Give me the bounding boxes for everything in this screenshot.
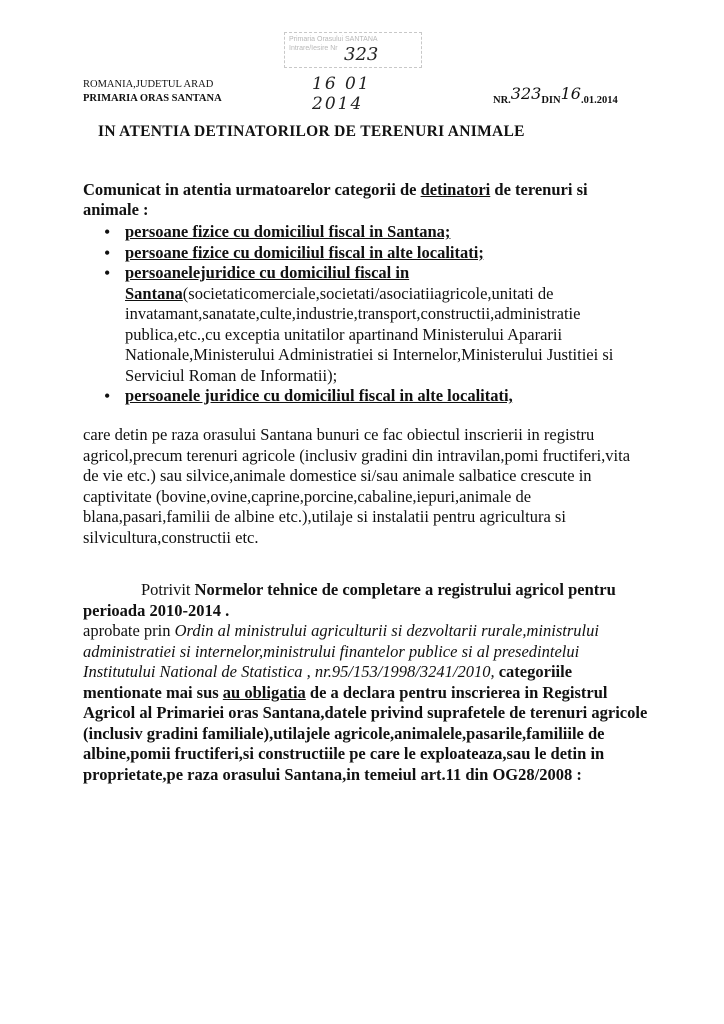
stamp-number: 323: [344, 44, 379, 65]
bullet-rest: (societaticomerciale,societati/asociatiiagricole,unitati de invatamant,sanatate,culte,industrie,transport,constructii,administratie publica,etc.,cu exceptia unitatilor apartinand Ministerului Apararii Nationale,Ministerului Administratiei si Internelor,Ministerului Justitiei si Serviciul Roman de Informatii);: [125, 283, 614, 385]
stamp-date: 16 01 2014: [312, 74, 371, 114]
reference-number: [493, 84, 618, 107]
intro-after: de terenuri si animale :: [83, 180, 588, 219]
obligation-text: au obligatia: [222, 682, 306, 702]
legal-basis-paragraph: [83, 580, 648, 785]
obligation-details: de a declara pentru inscrierea in Registrul Agricol al Primariei oras Santana,datele privind suprafetele de terenuri agricole (inclusiv gradini familiale),utilajele agricole,animalele,pasarile,familiile de albine,pomii fructiferi,si constructiile pe care le exploateaza,sau le detin in proprietate,pe raza orasului Santana,in temeiul art.11 din OG28/2008 :: [83, 682, 648, 784]
reference-day-handwritten: 16: [560, 84, 581, 103]
reference-number-handwritten: 323: [510, 84, 542, 103]
list-item: [104, 243, 649, 264]
body-paragraph: care detin pe raza orasului Santana bunuri ce fac obiectul inscrierii in registru agricol,precum terenuri agricole (inclusiv gradini din intravilan,pomi fructiferi,vita de vie etc.) sau silvice,animale domestice si/sau animale salbatice crescute in captivitate (bovine,ovine,caprine,porcine,cabaline,iepuri,animale de blana,pasari,familii de albine etc.),utilaje si instalatii pentru agricultura si silvicultura,constructii etc.: [83, 425, 631, 547]
bullet-bold: persoane fizice cu domiciliul fiscal in alte localitati;: [125, 242, 484, 262]
categories-list: [104, 222, 649, 407]
header-institution-block: [83, 78, 222, 106]
list-item: [104, 386, 649, 407]
bullet-bold: persoane fizice cu domiciliul fiscal in Santana;: [125, 222, 451, 241]
bullet-bold: persoanele juridice cu domiciliul fiscal in alte localitati,: [125, 386, 513, 405]
country-county: ROMANIA,JUDETUL ARAD: [83, 79, 214, 90]
institution-name: PRIMARIA ORAS SANTANA: [83, 93, 222, 104]
reference-prefix: NR.: [493, 95, 511, 106]
list-item: [104, 222, 649, 243]
intro-before: Comunicat in atentia urmatoarelor categorii de: [83, 180, 421, 199]
para2-approved: aprobate prin: [83, 621, 175, 640]
intro-paragraph: [83, 180, 643, 220]
reference-din-label: DIN: [541, 95, 561, 106]
list-item: [104, 263, 649, 386]
stamp-printed-text: Primaria Orasului SANTANA Intrare/Iesire Nr: [284, 32, 422, 68]
intro-underlined: detinatori: [420, 180, 491, 199]
order-reference: Ordin al ministrului agriculturii si dezvoltarii rurale,ministrului administratiei si internelor,ministrului finantelor publice si al presedintelui Institutului National de Statistica , nr.95/153/1998/3241/2010,: [83, 621, 599, 681]
norms-title: Normelor tehnice de completare a registrului agricol pentru perioada 2010-2014 .: [83, 580, 616, 620]
para2-lead: Potrivit: [141, 580, 195, 599]
reference-suffix: .01.2014: [580, 95, 618, 106]
bullet-bold: persoanelejuridice cu domiciliul fiscal in Santana: [125, 263, 410, 303]
categories-mentioned: categoriile mentionate mai sus: [83, 662, 573, 702]
registration-stamp: [272, 32, 422, 114]
document-title: IN ATENTIA DETINATORILOR DE TERENURI ANIMALE: [98, 123, 525, 140]
